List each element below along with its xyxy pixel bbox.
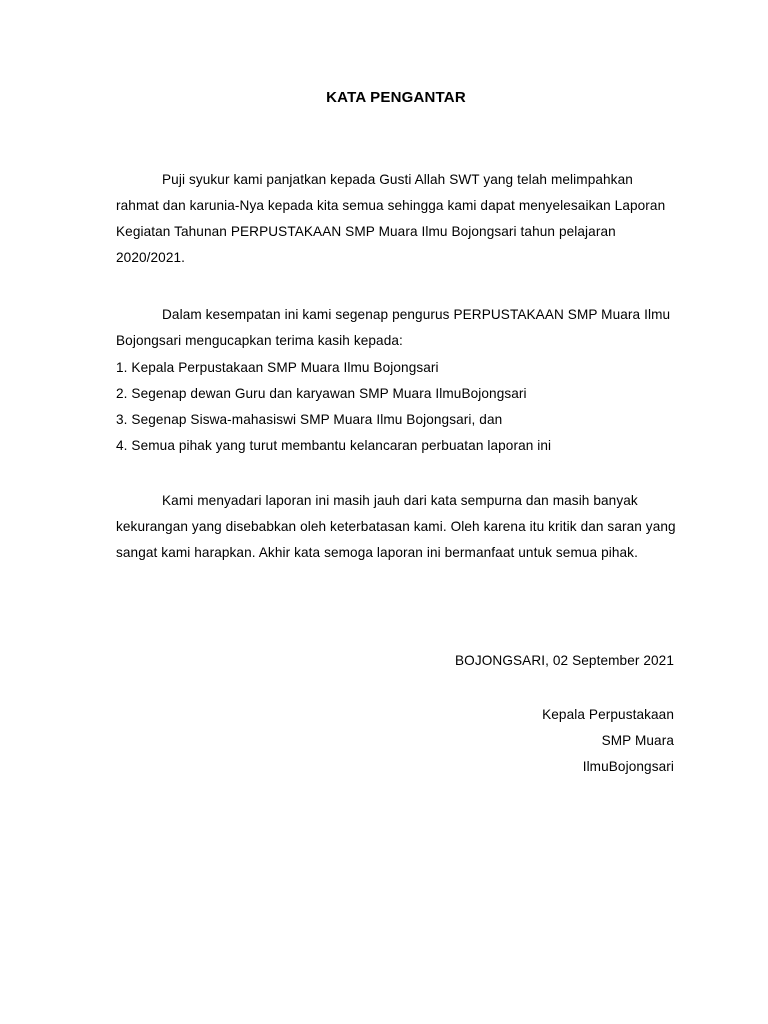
signature-line: Kepala Perpustakaan: [542, 707, 674, 722]
list-item: 1. Kepala Perpustakaan SMP Muara Ilmu Bojongsari: [116, 360, 439, 375]
paragraph-opening-text: Puji syukur kami panjatkan kepada Gusti Allah SWT yang telah melimpahkan rahmat dan karunia-Nya kepada kita semua sehingga kami dapat menyelesaikan Laporan Kegiatan Tahunan PERPUSTAKAAN SMP Muara Ilmu Bojongsari tahun pelajaran 2020/2021.: [116, 172, 666, 265]
date-line: BOJONGSARI, 02 September 2021: [455, 653, 674, 668]
paragraph-opening: [116, 167, 678, 271]
document-title: KATA PENGANTAR: [326, 89, 466, 106]
paragraph-thanks-intro-text: Dalam kesempatan ini kami segenap pengurus PERPUSTAKAAN SMP Muara Ilmu Bojongsari mengucapkan terima kasih kepada:: [116, 307, 671, 348]
signature-line: IlmuBojongsari: [582, 759, 674, 774]
list-item: 3. Segenap Siswa-mahasiswi SMP Muara Ilmu Bojongsari, dan: [116, 412, 503, 427]
paragraph-closing: [116, 488, 678, 566]
paragraph-thanks-intro: [116, 302, 678, 354]
list-item: 2. Segenap dewan Guru dan karyawan SMP Muara IlmuBojongsari: [116, 386, 527, 401]
list-item: 4. Semua pihak yang turut membantu kelancaran perbuatan laporan ini: [116, 438, 552, 453]
signature-block: [542, 702, 674, 780]
signature-line: SMP Muara: [601, 733, 674, 748]
paragraph-closing-text: Kami menyadari laporan ini masih jauh dari kata sempurna dan masih banyak kekurangan yang disebabkan oleh keterbatasan kami. Oleh karena itu kritik dan saran yang sangat kami harapkan. Akhir kata semoga laporan ini bermanfaat untuk semua pihak.: [116, 493, 676, 560]
thanks-list: [116, 355, 678, 459]
